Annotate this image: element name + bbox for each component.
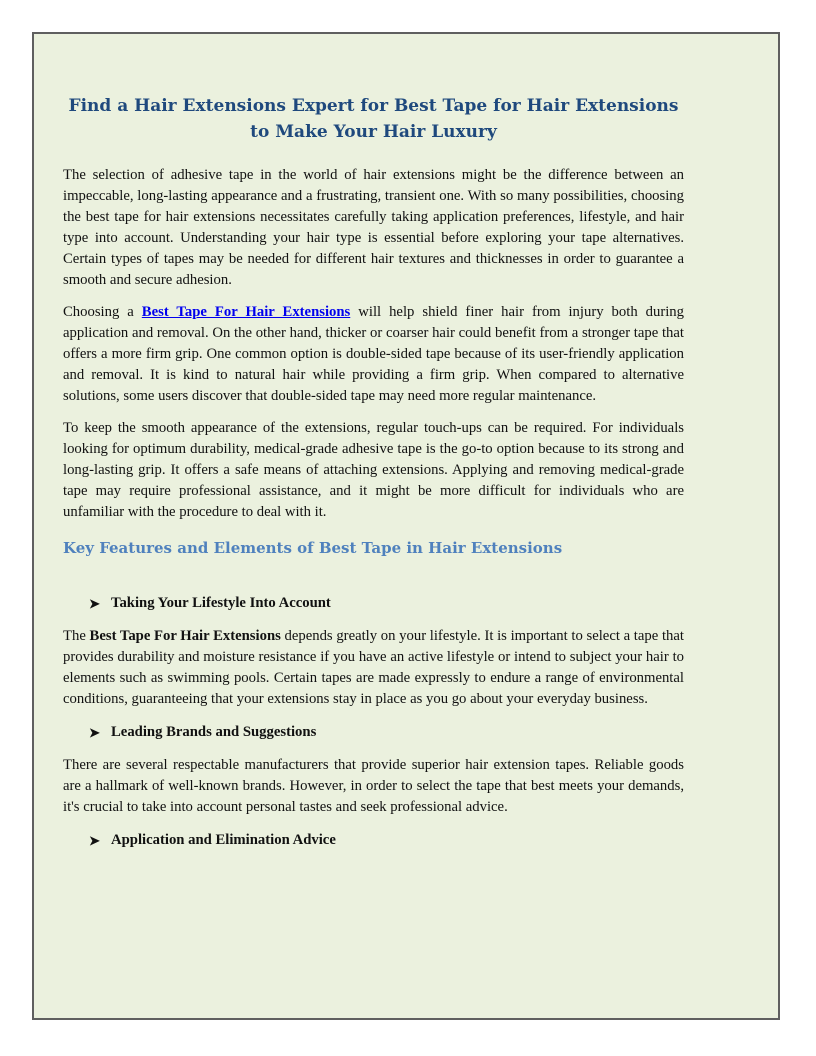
paragraph-choosing-rest: will help shield finer hair from injury both during application and removal. On the other hand, thicker or coarser hair could benefit from a stronger tape that offers a more firm grip. One common option is double-sided tape because of its user-friendly application and removal. It is kind to natural hair while providing a firm grip. When compared to alternative solutions, some users discover that double-sided tape may need more regular maintenance. [63, 304, 684, 404]
document-body [63, 93, 684, 851]
paragraph-lifestyle-rest: depends greatly on your lifestyle. It is important to select a tape that provides durability and moisture resistance if you have an active lifestyle or intend to subject your hair to elements such as swimming pools. Certain tapes are made expressly to endure a range of environmental conditions, guaranteeing that your extensions stay in place as you go about your everyday business. [63, 628, 684, 707]
paragraph-intro: The selection of adhesive tape in the world of hair extensions might be the difference between an impeccable, long-lasting appearance and a frustrating, transient one. With so many possibilities, choosing the best tape for hair extensions necessitates carefully taking application preferences, lifestyle, and hair type into account. Understanding your hair type is essential before exploring your tape alternatives. Certain types of tapes may be needed for different hair textures and thicknesses in order to guarantee a smooth and secure adhesion. [63, 167, 684, 288]
document-title: Find a Hair Extensions Expert for Best Tape for Hair Extensions to Make Your Hair Luxury [68, 96, 679, 142]
bullet-brands [63, 722, 684, 743]
section-heading: Key Features and Elements of Best Tape in Hair Extensions [63, 539, 563, 557]
paragraph-lifestyle [63, 626, 684, 710]
arrow-bullet-icon: ➤ [89, 596, 100, 611]
bullet-brands-label: Leading Brands and Suggestions [111, 724, 317, 740]
bullet-lifestyle-label: Taking Your Lifestyle Into Account [111, 595, 331, 611]
bullet-application-label: Application and Elimination Advice [111, 832, 336, 848]
paragraph-brands: There are several respectable manufacturers that provide superior hair extension tapes. Reliable goods are a hallmark of well-known brands. However, in order to select the tape that best meets your demands, it's crucial to take into account personal tastes and seek professional advice. [63, 757, 684, 815]
paragraph-choosing-lead: Choosing a [63, 304, 142, 320]
arrow-bullet-icon: ➤ [89, 725, 100, 740]
arrow-bullet-icon: ➤ [89, 833, 100, 848]
bullet-application [63, 830, 684, 851]
paragraph-touch-ups: To keep the smooth appearance of the extensions, regular touch-ups can be required. For individuals looking for optimum durability, medical-grade adhesive tape is the go-to option because to its strong and long-lasting grip. It offers a safe means of attaching extensions. Applying and removing medical-grade tape may require professional assistance, and it might be more difficult for individuals who are unfamiliar with the procedure to deal with it. [63, 420, 684, 520]
best-tape-link[interactable]: Best Tape For Hair Extensions [141, 304, 351, 320]
bullet-lifestyle [63, 593, 684, 614]
paragraph-lifestyle-lead: The [63, 628, 90, 644]
paragraph-lifestyle-bold: Best Tape For Hair Extensions [89, 628, 281, 644]
paragraph-choosing [63, 302, 684, 407]
